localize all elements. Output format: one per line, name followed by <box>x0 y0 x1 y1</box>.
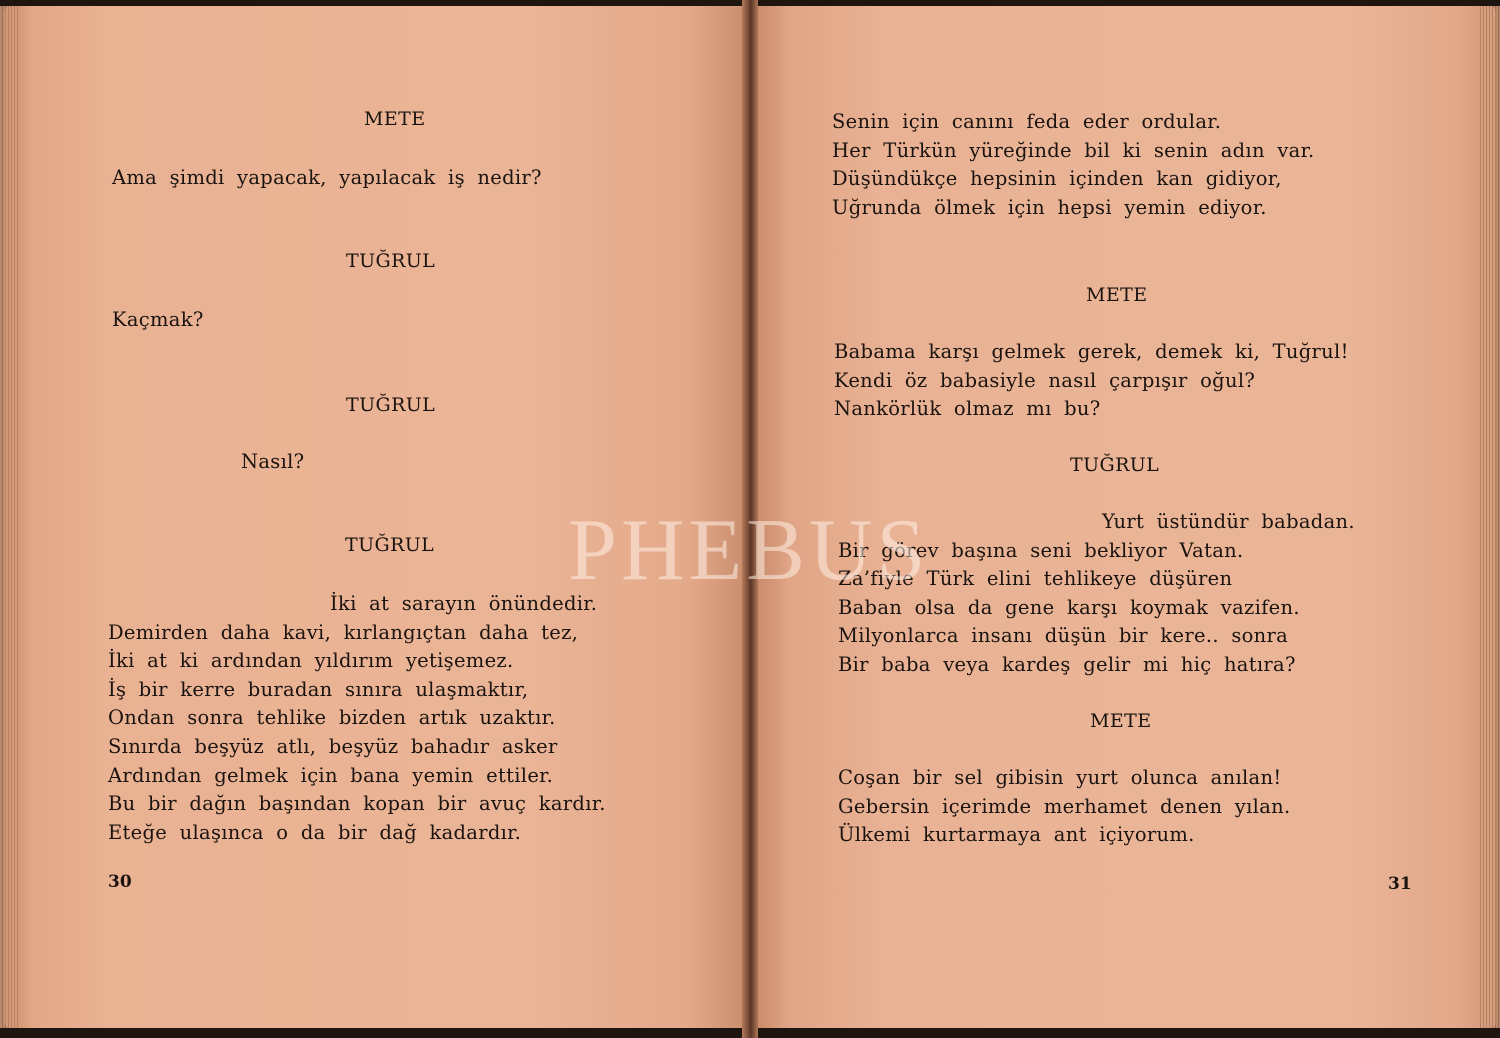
speaker-name: METE <box>1086 284 1148 306</box>
verse-line: Bir görev başına seni bekliyor Vatan. <box>838 538 1244 562</box>
verse-line: Baban olsa da gene karşı koymak vazifen. <box>838 595 1300 619</box>
page-edges <box>0 6 18 1028</box>
verse-line: Uğrunda ölmek için hepsi yemin ediyor. <box>832 195 1267 219</box>
verse-line: Babama karşı gelmek gerek, demek ki, Tuğrul! <box>834 340 1349 363</box>
verse-line: Senin için canını feda eder ordular. <box>832 110 1222 133</box>
speaker-name: METE <box>364 108 426 130</box>
dialogue-line: Kaçmak? <box>112 308 204 331</box>
verse-line: Sınırda beşyüz atlı, beşyüz bahadır asker <box>108 735 558 758</box>
watermark: PHEBUS <box>568 502 930 599</box>
verse-line: Za’fiyle Türk elini tehlikeye düşüren <box>838 567 1233 591</box>
verse-line: Coşan bir sel gibisin yurt olunca anılan! <box>838 766 1282 789</box>
dialogue-line: Ama şimdi yapacak, yapılacak iş nedir? <box>112 166 542 189</box>
verse-line: Nankörlük olmaz mı bu? <box>834 397 1101 421</box>
verse-line: Demirden daha kavi, kırlangıçtan daha tez, <box>108 620 579 644</box>
verse-line: Milyonlarca insanı düşün bir kere.. sonra <box>838 624 1289 648</box>
verse-line: Ülkemi kurtarmaya ant içiyorum. <box>838 823 1195 847</box>
verse-line: İş bir kerre buradan sınıra ulaşmaktır, <box>108 677 529 701</box>
verse-line: Yurt üstündür babadan. <box>1102 510 1355 533</box>
verse-line: Ondan sonra tehlike bizden artık uzaktır. <box>108 706 556 730</box>
dialogue-line: Nasıl? <box>241 450 305 473</box>
verse-line: Kendi öz babasiyle nasıl çarpışır oğul? <box>834 368 1256 392</box>
verse-line: İki at ki ardından yıldırım yetişemez. <box>108 649 514 673</box>
verse-line: Ardından gelmek için bana yemin ettiler. <box>108 763 554 787</box>
verse-line: Bu bir dağın başından kopan bir avuç kardır. <box>108 792 606 816</box>
speaker-name: METE <box>1090 710 1152 732</box>
verse-line: Gebersin içerimde merhamet denen yılan. <box>838 794 1291 818</box>
page-number: 31 <box>1388 874 1412 894</box>
speaker-name: TUĞRUL <box>345 534 435 556</box>
verse-line: Düşündükçe hepsinin içinden kan gidiyor, <box>832 167 1282 191</box>
speaker-name: TUĞRUL <box>1070 454 1160 476</box>
speaker-name: TUĞRUL <box>346 394 436 416</box>
verse-line: İki at sarayın önündedir. <box>330 592 598 615</box>
verse-line: Eteğe ulaşınca o da bir dağ kadardır. <box>108 820 522 844</box>
speaker-name: TUĞRUL <box>346 250 436 272</box>
page-number: 30 <box>108 872 132 892</box>
verse-line: Bir baba veya kardeş gelir mi hiç hatıra? <box>838 653 1296 676</box>
page-edges <box>1478 6 1500 1028</box>
verse-line: Her Türkün yüreğinde bil ki senin adın var. <box>832 138 1315 162</box>
